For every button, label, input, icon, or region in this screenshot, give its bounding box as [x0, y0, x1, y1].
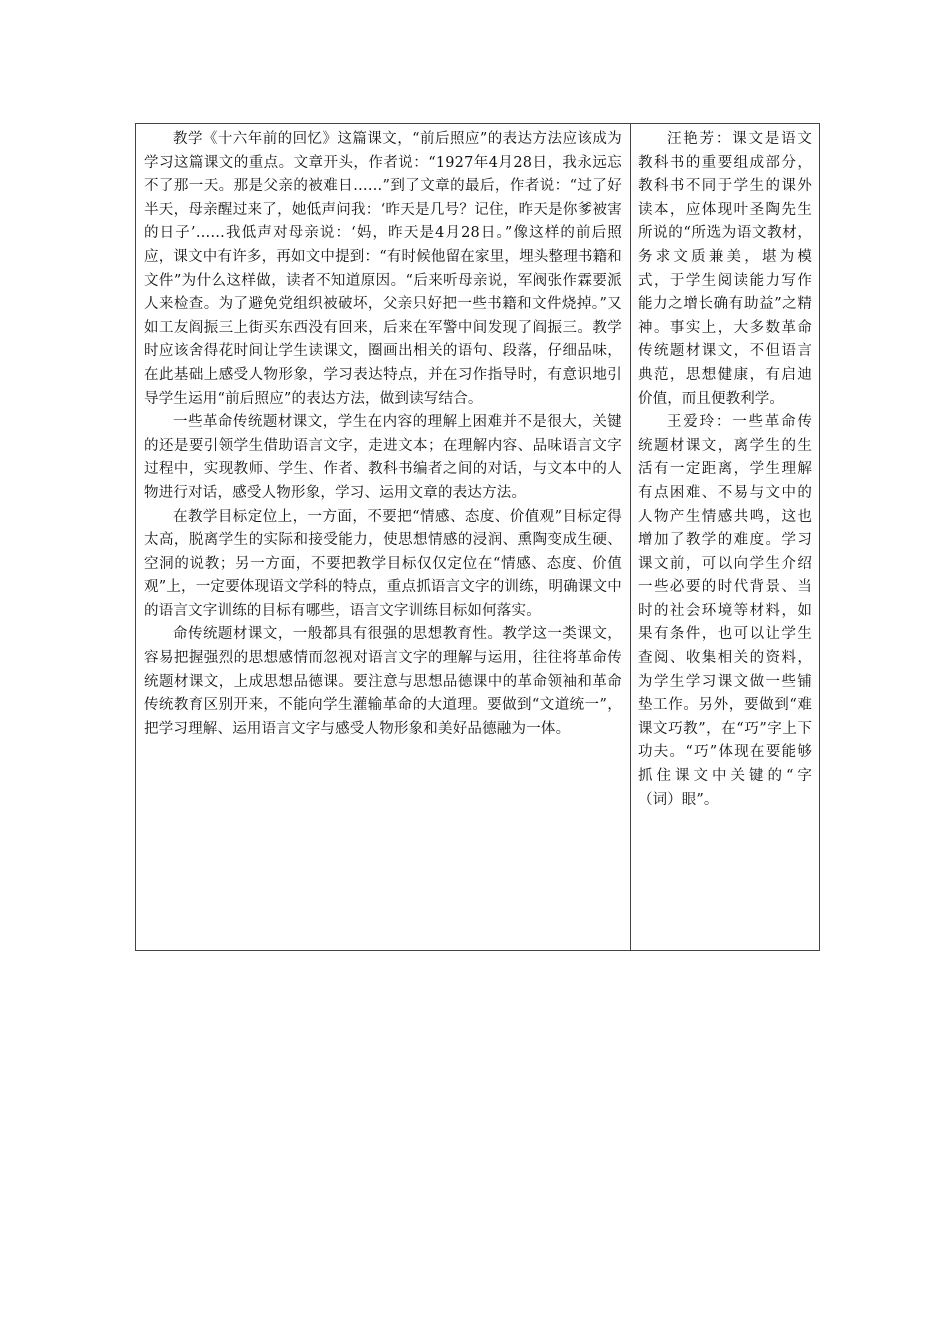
main-paragraph-3: 在教学目标定位上，一方面，不要把“情感、态度、价值观”目标定得太高，脱离学生的实际和接受能力，使思想情感的浸润、熏陶变成生硬、空洞的说教；另一方面，不要把教学目标仅仅定位在“情感、态度、价值观”上，一定要体现语文学科的特点，重点抓语言文字的训练，明确课文中的语言文字训练的目标有哪些，语言文字训练目标如何落实。: [144, 508, 623, 619]
main-paragraph-2: 一些革命传统题材课文，学生在内容的理解上困难并不是很大，关键的还是要引领学生借助语言文字，走进文本；在理解内容、品味语言文字过程中，实现教师、学生、作者、教科书编者之间的对话，与文本中的人物进行对话，感受人物形象，学习、运用文章的表达方法。: [144, 414, 622, 501]
lesson-discussion-table: [135, 123, 820, 951]
main-paragraph-4: 命传统题材课文，一般都具有很强的思想教育性。教学这一类课文，容易把握强烈的思想感情而忽视对语言文字的理解与运用，往往将革命传统题材课文，上成思想品德课。要注意与思想品德课中的革命领袖和革命传统教育区别开来，不能向学生灌输革命的大道理。要做到“文道统一”，把学习理解、运用语言文字与感受人物形象和美好品德融为一体。: [144, 626, 622, 737]
main-paragraph-1: 教学《十六年前的回忆》这篇课文，“前后照应”的表达方法应该成为学习这篇课文的重点。文章开头，作者说：“1927年4月28日，我永远忘不了那一天。那是父亲的被难日……”到了文章的最后，作者说：“过了好半天，母亲醒过来了，她低声问我：‘昨天是几号？记住，昨天是你爹被害的日子’……我低声对母亲说：‘妈，昨天是4月28日。”像这样的前后照应，课文中有许多，再如文中提到：“有时候他留在家里，埋头整理书籍和文件”为什么这样做，读者不知道原因。“后来听母亲说，军阀张作霖要派人来检查。为了避免党组织被破坏，父亲只好把一些书籍和文件烧掉。”又如工友阎振三上街买东西没有回来，后来在军警中间发现了阎振三。教学时应该舍得花时间让学生读课文，圈画出相关的语句、段落，仔细品味，在此基础上感受人物形象，学习表达特点，并在习作指导时，有意识地引导学生运用“前后照应”的表达方法，做到读写结合。: [144, 131, 623, 407]
main-commentary-column: [136, 124, 631, 950]
comment-wang-yanfang: 汪艳芳：课文是语文教科书的重要组成部分，教科书不同于学生的课外读本，应体现叶圣陶先生所说的“所选为语文教材，务求文质兼美，堪为模式，于学生阅读能力写作能力之增长确有助益”之精神。事实上，大多数革命传统题材课文，不但语言典范，思想健康，有启迪价值，而且便教利学。: [638, 131, 812, 407]
comment-wang-ailing: 王爱玲：一些革命传统题材课文，离学生的生活有一定距离，学生理解有点困难、不易与文中的人物产生情感共鸣，这也增加了教学的难度。学习课文前，可以向学生介绍一些必要的时代背景、当时的社会环境等材料，如果有条件，也可以让学生查阅、收集相关的资料，为学生学习课文做一些铺垫工作。另外，要做到“难课文巧教”，在“巧”字上下功夫。“巧”体现在要能够抓住课文中关键的“字（词）眼”。: [638, 414, 812, 808]
reviewer-comments-column: [631, 124, 819, 950]
